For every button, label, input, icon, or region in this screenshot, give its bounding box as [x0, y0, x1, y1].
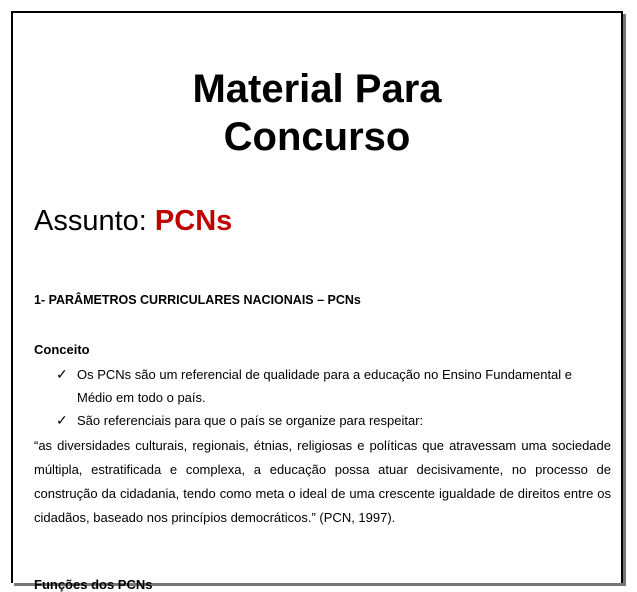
- quote-paragraph: “as diversidades culturais, regionais, étnias, religiosas e políticas que atravessam uma sociedade múltipla, estratificada e complexa, a educação possa atuar decisivamente, no processo de construção da cidadania, tendo como meta o ideal de uma crescente igualdade de direitos entre os cidadãos, baseado nos princípios democráticos.” (PCN, 1997).: [34, 438, 611, 525]
- bullet-text: São referenciais para que o país se organize para respeitar:: [77, 413, 424, 428]
- cut-off-heading: Funções dos PCNs: [34, 577, 153, 592]
- section-heading: 1- PARÂMETROS CURRICULARES NACIONAIS – PCNs: [34, 293, 361, 307]
- check-mark-icon: ✓: [56, 366, 68, 382]
- bullet-text: Os PCNs são um referencial de qualidade para a educação no Ensino Fundamental e Médio em todo o país.: [77, 367, 573, 405]
- title-line-2: Concurso: [223, 115, 411, 159]
- bullet-item: [56, 363, 611, 409]
- title-line-1: Material Para: [192, 67, 442, 111]
- document-title: [13, 65, 621, 161]
- document-page: [11, 11, 623, 592]
- bullet-item: [56, 409, 611, 432]
- subject-line: [34, 204, 232, 238]
- subject-label: Assunto:: [34, 205, 155, 237]
- concept-heading: Conceito: [34, 342, 90, 357]
- subject-value: PCNs: [154, 205, 233, 237]
- check-mark-icon: ✓: [56, 412, 68, 428]
